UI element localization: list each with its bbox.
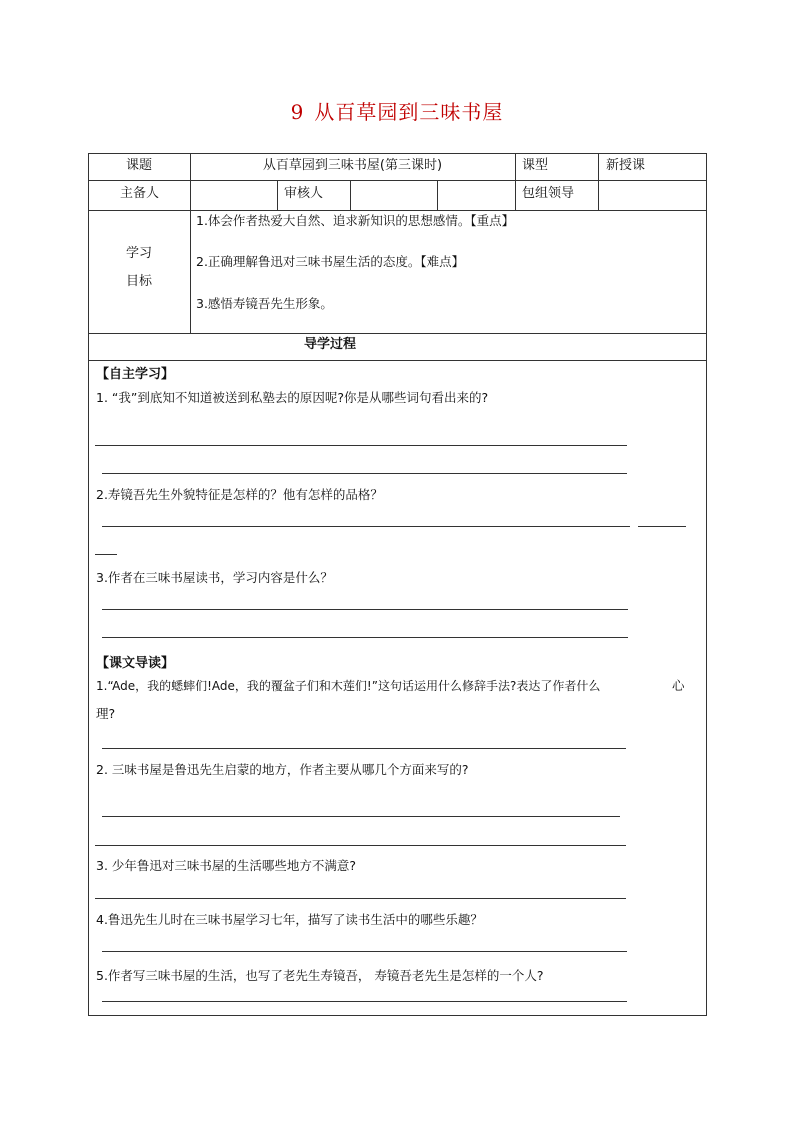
goals-label-line2: 目标 (125, 274, 152, 289)
guided-question-2: 2. 三味书屋是鲁迅先生启蒙的地方，作者主要从哪几个方面来写的? (96, 762, 469, 777)
table-border-right (706, 153, 707, 1015)
goals-label-line1: 学习 (125, 246, 152, 261)
goal-item: 3.感悟寿镜吾先生形象。 (196, 296, 333, 311)
table-col-rule (350, 180, 351, 210)
reviewer-label: 审核人 (284, 186, 324, 201)
answer-line[interactable] (102, 951, 627, 952)
guided-question-4: 4.鲁迅先生儿时在三味书屋学习七年，描写了读书生活中的哪些乐趣？ (96, 912, 483, 927)
table-border-top (88, 153, 707, 154)
preparer-label: 主备人 (120, 186, 160, 201)
table-rule (88, 360, 707, 361)
guided-question-1: 1.“Ade，我的蟋蟀们!Ade，我的覆盆子们和木莲们!”这句话运用什么修辞手法?表达了作者什么 (96, 679, 601, 693)
answer-line[interactable] (102, 526, 630, 527)
table-col-rule (190, 153, 191, 333)
self-study-question-2: 2.寿镜吾先生外貌特征是怎样的？他有怎样的品格？ (96, 487, 383, 502)
guided-question-1-cont: 理? (96, 706, 116, 721)
answer-line[interactable] (102, 1001, 627, 1002)
topic-value: 从百草园到三味书屋(第三课时) (262, 158, 443, 173)
answer-line[interactable] (638, 526, 686, 527)
table-col-rule (515, 153, 516, 210)
answer-line[interactable] (102, 609, 628, 610)
type-label: 课型 (522, 158, 549, 173)
lesson-number: 9 (290, 100, 305, 124)
table-border-bottom (88, 1015, 707, 1016)
lesson-title: 从百草园到三味书屋 (314, 100, 504, 124)
guided-question-1-tail: 心 (672, 678, 685, 693)
goal-item: 1.体会作者热爱大自然、追求新知识的思想感情。【重点】 (196, 213, 515, 228)
topic-label: 课题 (125, 158, 152, 173)
type-value: 新授课 (606, 158, 646, 173)
goal-item: 2.正确理解鲁迅对三味书屋生活的态度。【难点】 (196, 254, 465, 269)
self-study-question-3: 3.作者在三味书屋读书，学习内容是什么？ (96, 570, 333, 585)
leader-label: 包组领导 (522, 186, 575, 201)
self-study-question-1: 1. “我”到底知不知道被送到私塾去的原因呢?你是从哪些词句看出来的? (96, 390, 489, 405)
answer-line[interactable] (102, 473, 627, 474)
answer-line[interactable] (95, 445, 627, 446)
guided-reading-heading: 【课文导读】 (96, 656, 175, 671)
answer-line[interactable] (102, 816, 620, 817)
self-study-heading: 【自主学习】 (96, 367, 175, 382)
table-col-rule (437, 180, 438, 210)
answer-line[interactable] (95, 898, 626, 899)
table-rule (88, 333, 707, 334)
table-col-rule (277, 180, 278, 210)
table-col-rule (598, 153, 599, 210)
table-rule (88, 180, 707, 181)
answer-line[interactable] (102, 748, 626, 749)
process-header: 导学过程 (304, 337, 357, 352)
answer-line[interactable] (95, 554, 117, 555)
answer-line[interactable] (102, 637, 628, 638)
guided-question-3: 3. 少年鲁迅对三味书屋的生活哪些地方不满意? (96, 858, 357, 873)
answer-line[interactable] (95, 845, 626, 846)
table-rule (88, 210, 707, 211)
guided-question-5: 5.作者写三味书屋的生活，也写了老先生寿镜吾， 寿镜吾老先生是怎样的一个人? (96, 968, 544, 983)
